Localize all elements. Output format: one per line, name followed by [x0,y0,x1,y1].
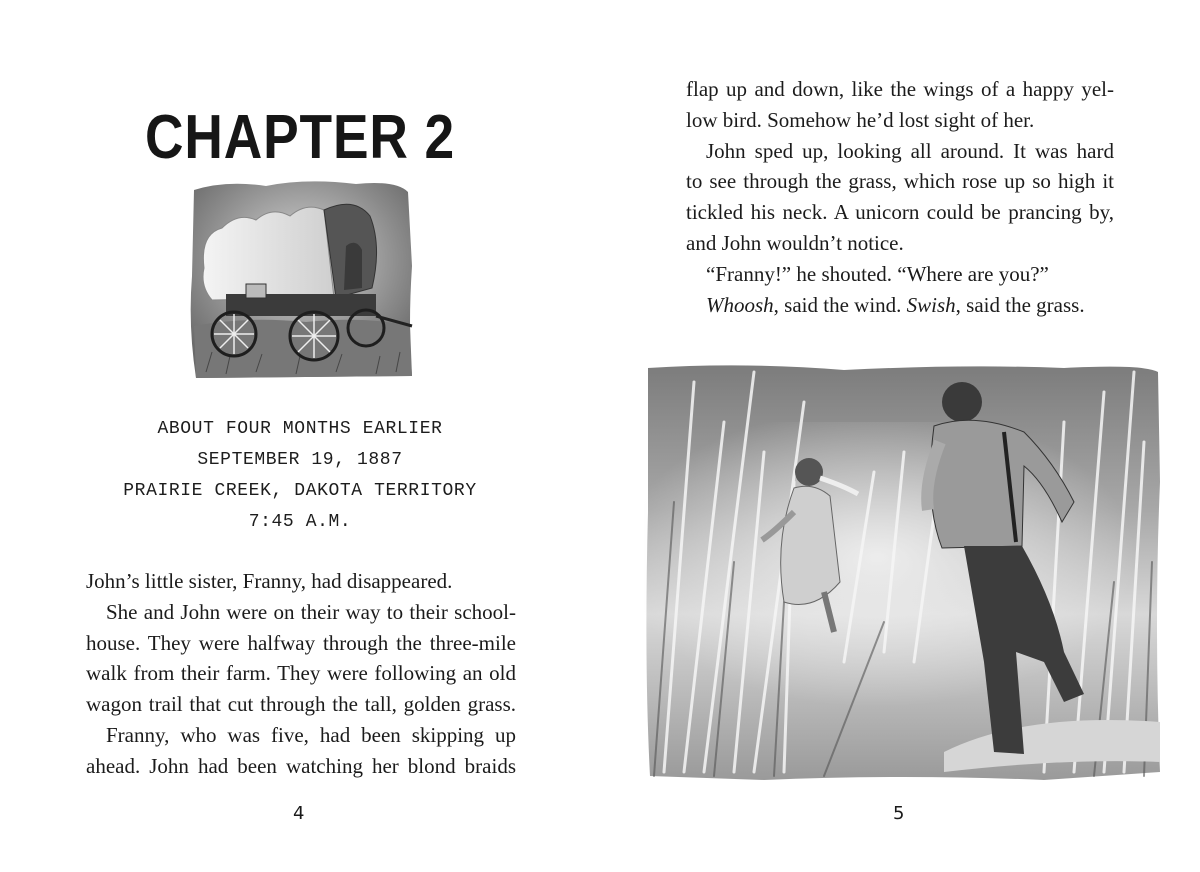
text-line: and John wouldn’t notice. [686,230,904,255]
text-line: John’s little sister, Franny, had disappeared. [86,569,453,593]
text-line: Franny, who was five, had been skipping up [106,722,516,747]
text-fragment: , said the grass. [955,292,1085,317]
dateline-time-ago: ABOUT FOUR MONTHS EARLIER [157,419,443,439]
text-line: flap up and down, like the wings of a happy yel- [686,77,1114,101]
text-fragment: , said the wind. [773,292,907,317]
dateline-date: SEPTEMBER 19, 1887 [197,450,403,470]
dateline-place: PRAIRIE CREEK, DAKOTA TERRITORY [123,481,477,501]
page-number-right: 5 [893,803,905,824]
text-line: “Franny!” he shouted. “Where are you?” [706,261,1049,286]
text-line: tickled his neck. A unicorn could be prancing by, [686,200,1114,225]
text-line: house. They were halfway through the three-mile [86,630,516,655]
text-line: ahead. John had been watching her blond braids [86,753,516,778]
text-line-final [686,290,1114,321]
text-line: low bird. Somehow he’d lost sight of her. [686,107,1035,132]
text-line: John sped up, looking all around. It was hard [706,138,1114,163]
page-number-left: 4 [293,803,305,824]
prairie-children-illustration-icon [644,362,1162,784]
dateline [0,414,600,538]
text-line: to see through the grass, which rose up so high it [686,169,1114,194]
text-line: She and John were on their way to their school- [106,599,516,624]
onomatopoeia-swish: Swish [906,292,956,317]
left-body-text [86,566,516,782]
text-line: walk from their farm. They were following an old [86,661,516,686]
dateline-time: 7:45 A.M. [248,512,352,532]
covered-wagon-illustration-icon [186,176,414,382]
text-line: wagon trail that cut through the tall, golden grass. [86,692,516,717]
right-body-text [686,74,1114,320]
chapter-title: CHAPTER 2 [145,103,455,172]
onomatopoeia-whoosh: Whoosh [706,292,774,317]
